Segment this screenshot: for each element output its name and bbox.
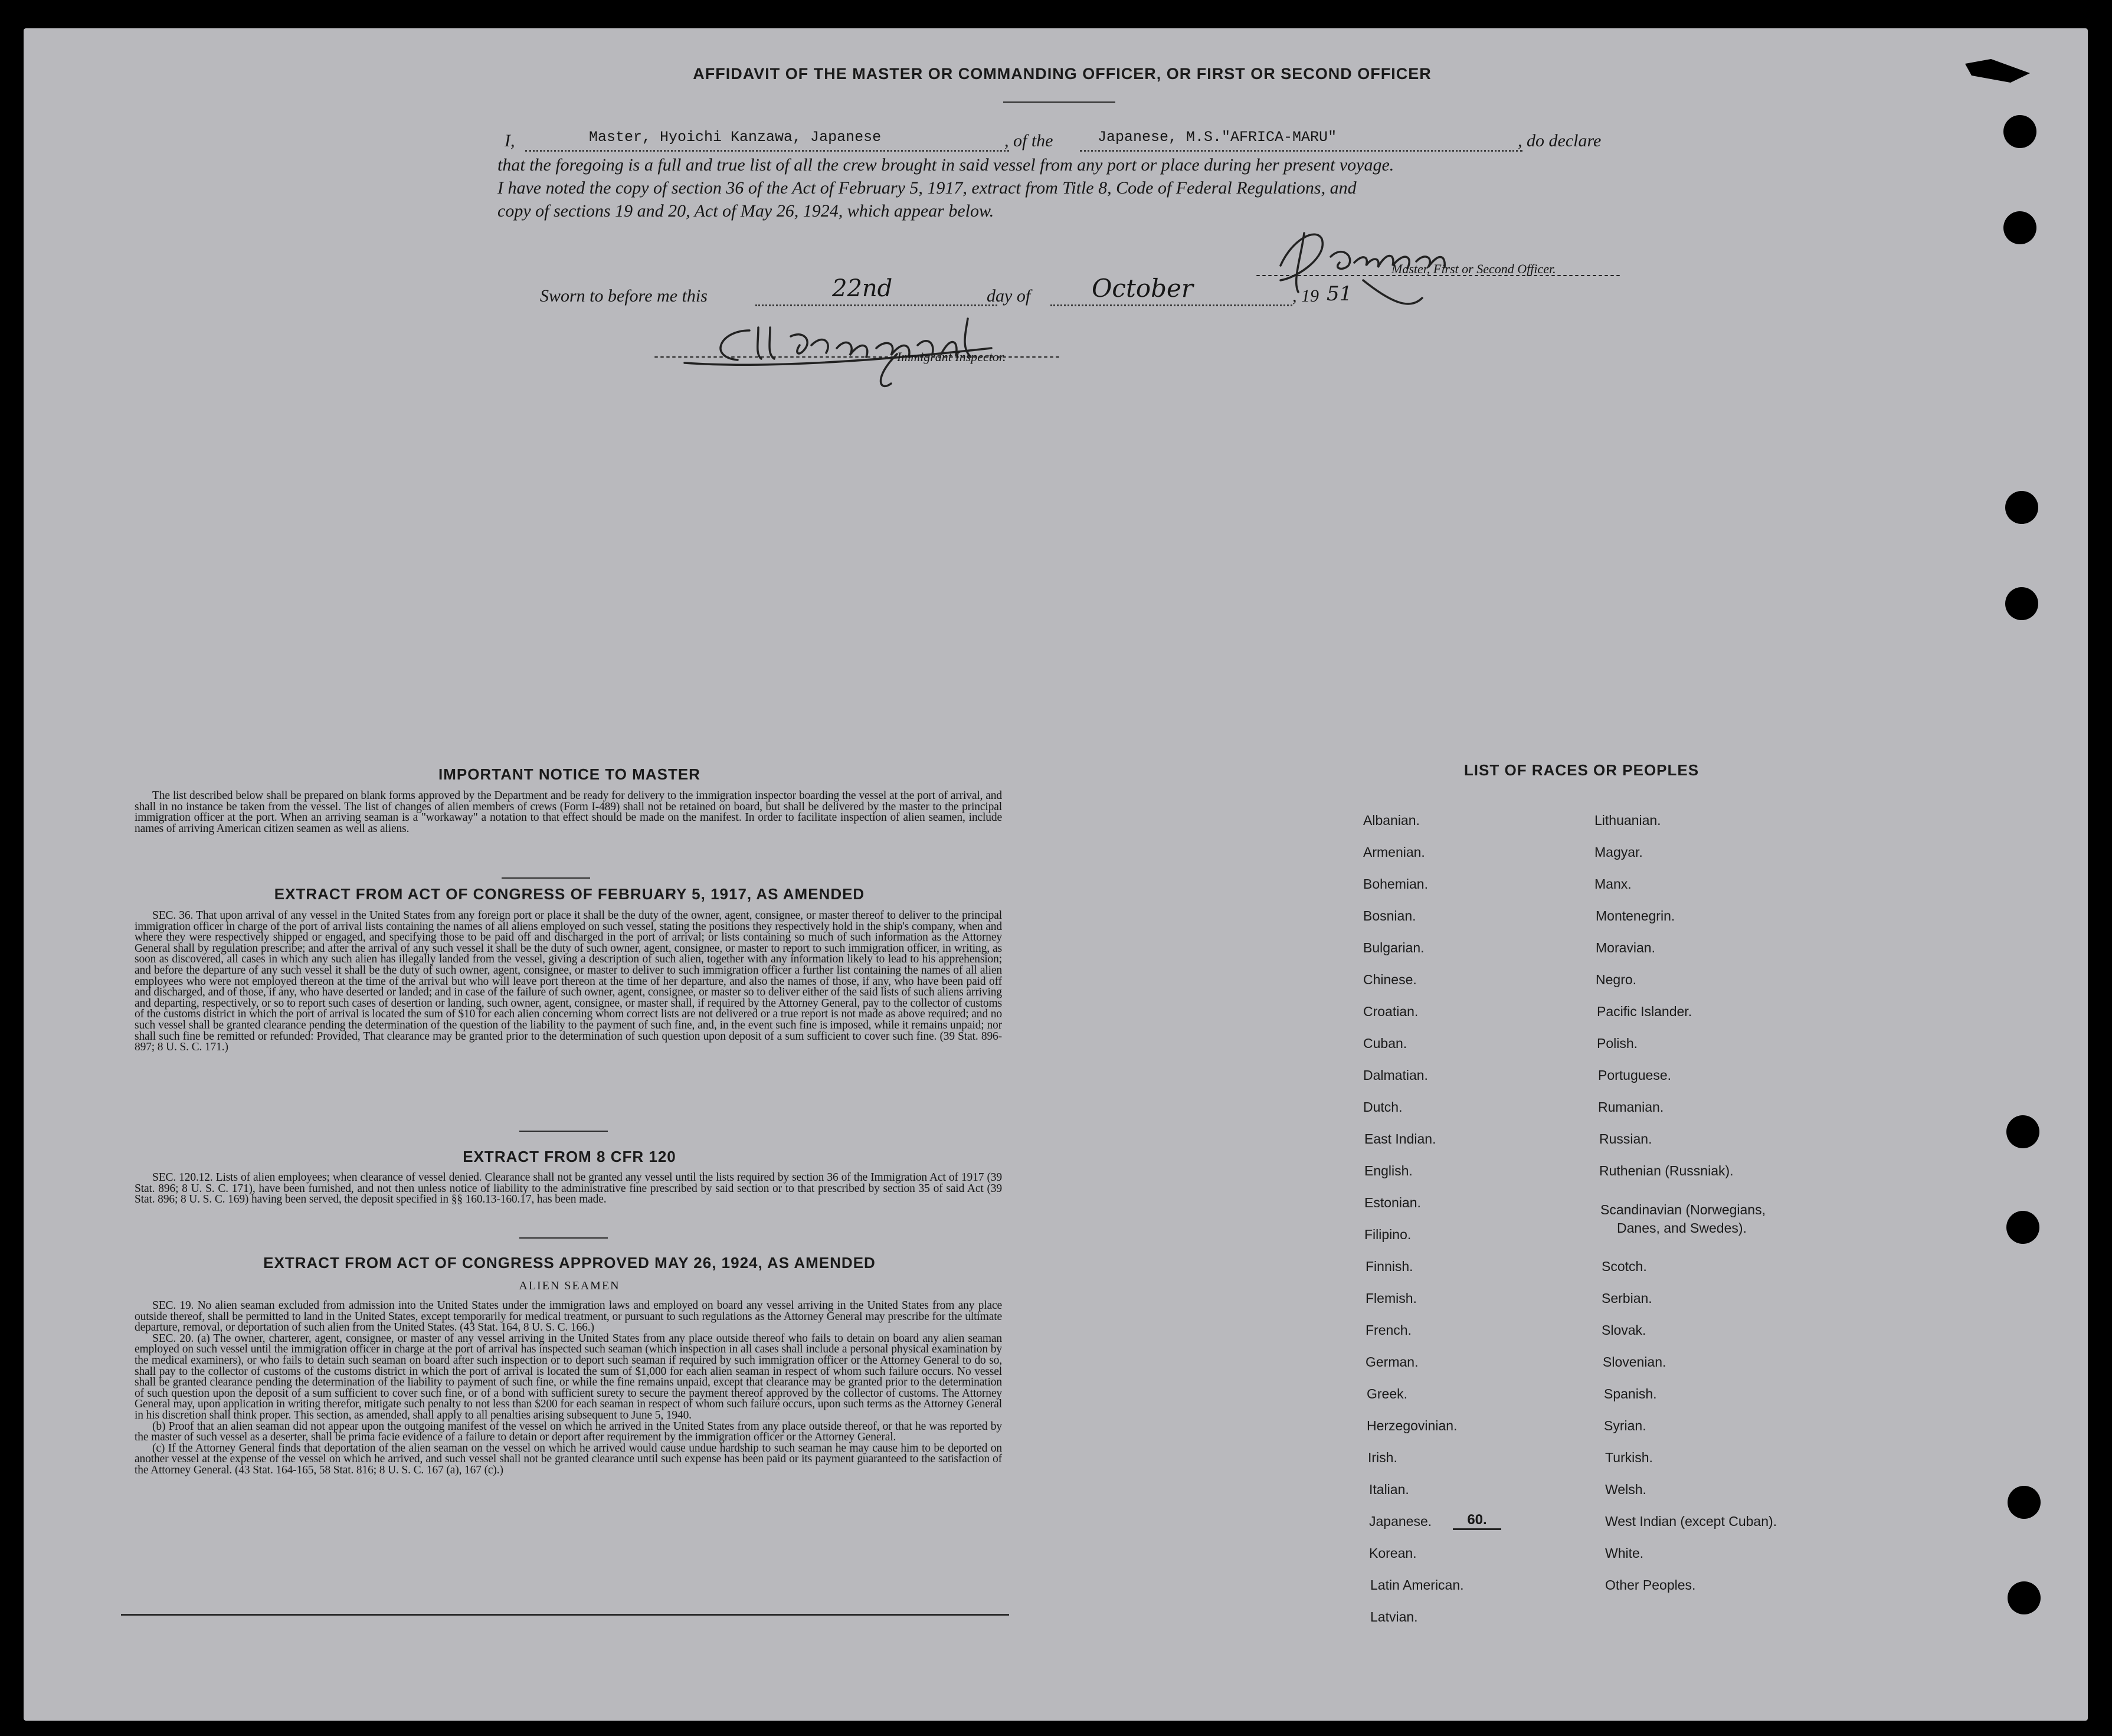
race-right-item: Welsh.: [1605, 1482, 1646, 1497]
sec-20a-text: SEC. 20. (a) The owner, charterer, agent, consignee, or master of any vessel arriving in the United States from any place outside thereof who fails to detain on board any alien seaman employed on such vessel until the immigration officer in charge at the port of arrival has inspected such seaman (which inspection in all cases shall include a personal physical examination by the medical examiners), or who fails to detain such seaman on board after such inspection or to deport such seaman if required by such immigration officer or the Attorney General to do so, shall pay to the collector of customs of the customs district in which the port of arrival is located the sum of $1,000 for each alien seaman in respect of whom such failure occurs. No vessel shall be granted clearance pending the determination of the liability to payment of such fine, or while the fine remains unpaid, except that clearance may be granted prior to the determination of such question upon the deposit of a sum sufficient to cover such fine, or of a bond with sufficient surety to secure the payment thereof approved by the collector of customs. The Attorney General may, upon application in writing therefor, mitigate such penalty to not less than $200 for each seaman in respect of whom such failure occurs, upon such terms as the Attorney General in his discretion shall think proper. This section, as amended, shall apply to all penalties arising subsequent to June 5, 1940.: [135, 1332, 1002, 1421]
race-right-item: White.: [1605, 1545, 1644, 1561]
race-right-item: Serbian.: [1602, 1290, 1652, 1306]
race-right-item: Ruthenian (Russniak).: [1599, 1163, 1734, 1178]
extract-1917-title: EXTRACT FROM ACT OF CONGRESS OF FEBRUARY 5, 1917, AS AMENDED: [274, 885, 865, 903]
of-the-label: , of the: [1004, 131, 1053, 150]
race-right-item: Moravian.: [1596, 940, 1655, 955]
divider: [519, 1237, 608, 1239]
day-of-label: day of: [987, 286, 1031, 306]
divider: [502, 877, 590, 879]
race-left-item: French.: [1366, 1322, 1412, 1338]
race-right-item: Syrian.: [1604, 1418, 1646, 1433]
sec-20b-text: (b) Proof that an alien seaman did not appear upon the outgoing manifest of the vessel on which he arrived in the United States from any place outside thereof, or that he was reported by the master of such vessel as a deserter, shall be prima facie evidence of a failure to detain or deport after requirement by the immigration officer or the Attorney General.: [135, 1420, 1002, 1444]
affidavit-line-4: copy of sections 19 and 20, Act of May 26, 1924, which appear below.: [497, 201, 994, 221]
race-left-item: Albanian.: [1363, 813, 1420, 828]
race-right-item: Montenegrin.: [1596, 908, 1675, 923]
punch-hole: [2006, 1211, 2039, 1244]
race-right-item: Russian.: [1599, 1131, 1652, 1147]
race-left-item: Chinese.: [1363, 972, 1417, 987]
inspector-signature: [649, 313, 1098, 395]
race-left-item: Cuban.: [1363, 1036, 1407, 1051]
punch-hole: [2005, 587, 2038, 620]
master-name-field: [525, 129, 1009, 152]
divider: [1003, 101, 1115, 103]
sec-19-text: SEC. 19. No alien seaman excluded from admission into the United States under the immigration laws and employed on board any vessel arriving in the United States from any place outside thereof, shall be permitted to land in the United States, except temporarily for medical treatment, or pursuant to such regulations as the Attorney General may prescribe for the ultimate departure, removal, or deportation of such alien from the United States. (43 Stat. 164, 8 U. S. C. 166.): [135, 1299, 1002, 1334]
extract-1924-title: EXTRACT FROM ACT OF CONGRESS APPROVED MAY 26, 1924, AS AMENDED: [263, 1254, 876, 1272]
race-right-item: Danes, and Swedes).: [1617, 1220, 1747, 1236]
affidavit-line-3: I have noted the copy of section 36 of the Act of February 5, 1917, extract from Title 8, Code of Federal Regulations, and: [497, 178, 1357, 198]
race-left-item: Latvian.: [1370, 1609, 1418, 1624]
race-left-item: Latin American.: [1370, 1577, 1464, 1593]
affidavit-title: AFFIDAVIT OF THE MASTER OR COMMANDING OFFICER, OR FIRST OR SECOND OFFICER: [693, 65, 1432, 83]
race-left-item: Estonian.: [1364, 1195, 1421, 1210]
race-left-item: Bosnian.: [1363, 908, 1416, 923]
race-left-item: Croatian.: [1363, 1004, 1419, 1019]
master-name-value: Master, Hyoichi Kanzawa, Japanese: [589, 129, 882, 146]
extract-1924-text: [135, 1301, 1002, 1476]
notice-title: IMPORTANT NOTICE TO MASTER: [438, 765, 700, 783]
race-right-item: Spanish.: [1604, 1386, 1657, 1401]
race-left-item: Filipino.: [1364, 1227, 1412, 1242]
sworn-label: Sworn to before me this: [540, 286, 708, 306]
race-left-item: Korean.: [1369, 1545, 1417, 1561]
punch-hole: [2005, 491, 2038, 524]
race-right-item: Negro.: [1596, 972, 1637, 987]
inspector-label: Immigrant Inspector.: [897, 349, 1006, 364]
extract-cfr-title: EXTRACT FROM 8 CFR 120: [463, 1148, 676, 1165]
race-right-item: Scandinavian (Norwegians,: [1600, 1202, 1766, 1217]
vessel-value: Japanese, M.S."AFRICA-MARU": [1098, 129, 1337, 146]
race-right-item: West Indian (except Cuban).: [1605, 1514, 1777, 1529]
race-right-item: Pacific Islander.: [1597, 1004, 1692, 1019]
notice-text: The list described below shall be prepared on blank forms approved by the Department and be ready for delivery to the immigration inspector boarding the vessel at the port of arrival, and shall in no instance be taken from the vessel. The list of changes of alien members of crews (Form I-489) shall not be retained on board, but shall be delivered by the master to the principal immigration officer at the port. When an arriving seaman is a "workaway" a notation to that effect should be made on the manifest. In order to facilitate inspection of alien seamen, include names of arriving American citizen seamen as well as aliens.: [135, 790, 1002, 835]
sec-20c-text: (c) If the Attorney General finds that deportation of the alien seaman on the vessel on which he arrived would cause undue hardship to such seaman he may cause him to be deported on another vessel at the expense of the vessel on which he arrived, and such vessel shall not be granted clearance until such expense has been paid or its payment guaranteed to the satisfaction of the Attorney General. (43 Stat. 164-165, 58 Stat. 816; 8 U. S. C. 167 (a), 167 (c).): [135, 1442, 1002, 1476]
affidavit-i-label: I,: [505, 131, 515, 150]
race-right-item: Other Peoples.: [1605, 1577, 1696, 1593]
race-right-item: Rumanian.: [1598, 1099, 1664, 1115]
race-left-item: Finnish.: [1366, 1259, 1413, 1274]
extract-1917-text: SEC. 36. That upon arrival of any vessel in the United States from any foreign port or place it shall be the duty of the owner, agent, consignee, or master thereof to deliver to the principal immigration officer in charge of the port of arrival lists containing the names of all aliens employed on such vessel, stating the positions they respectively hold in the ship's company, when and where they were respectively shipped or engaged, and specifying those to be paid off and discharged in the port of arrival; or lists containing so much of such information as the Attorney General shall by regulation prescribe; and after the arrival of any such vessel it shall be the duty of such owner, agent, consignee, or master to report to such immigration officer, in writing, as soon as discovered, all cases in which any such alien has illegally landed from the vessel, giving a description of such alien, together with any information likely to lead to his apprehension; and before the departure of any such vessel it shall be the duty of such owner, agent, consignee, or master to deliver to such immigration officer a further list containing the names of all alien employees who were not employed thereon at the time of the arrival but who will leave port thereon at the time of her departure, and also the names of those, if any, who have been paid off and discharged, and of those, if any, who have deserted or landed; and in case of the failure of such owner, agent, consignee, or master so to deliver either of the said lists of such aliens arriving and departing, respectively, or so to report such cases of desertion or landing, such owner, agent, consignee, or master shall, if required by the Attorney General, pay to the collector of customs of the customs district in which the port of arrival is located the sum of $10 for each alien concerning whom correct lists are not delivered or a true report is not made as above required; and no such vessel shall be granted clearance pending the determination of the question of the liability to the payment of such fine, and, in the event such fine is imposed, while it remains unpaid; nor shall such fine be remitted or refunded: Provided, That clearance may be granted prior to the determination of such question upon deposit of a sum sufficient to cover such fine. (39 Stat. 896-897; 8 U. S. C. 171.): [135, 909, 1002, 1054]
declare-label: , do declare: [1518, 131, 1602, 150]
sworn-month-value: October: [1092, 274, 1193, 303]
race-left-item: Flemish.: [1366, 1290, 1417, 1306]
race-right-item: Magyar.: [1594, 844, 1643, 860]
extract-cfr-text: SEC. 120.12. Lists of alien employees; when clearance of vessel denied. Clearance shall not be granted any vessel until the lists required by section 36 of the Immigration Act of 1917 (39 Stat. 896; 8 U. S. C. 171), have been furnished, and not then unless notice of liability to the administrative fine prescribed by said section or to that prescribed by section 35 of said Act (39 Stat. 896; 8 U. S. C. 169) having been served, the deposit specified in §§ 160.13-160.17, has been made.: [135, 1171, 1002, 1206]
race-right-item: Polish.: [1597, 1036, 1638, 1051]
race-left-item: Armenian.: [1363, 844, 1425, 860]
race-left-item: Japanese.: [1369, 1514, 1432, 1529]
race-left-item: Dalmatian.: [1363, 1067, 1428, 1083]
extract-1924-subtitle: ALIEN SEAMEN: [519, 1279, 620, 1292]
punch-hole: [2008, 1581, 2041, 1614]
race-right-item: Manx.: [1594, 876, 1632, 892]
race-left-item: East Indian.: [1364, 1131, 1436, 1147]
sworn-year-value: 51: [1327, 282, 1353, 306]
punch-hole: [2008, 1486, 2041, 1519]
race-right-item: Scotch.: [1602, 1259, 1647, 1274]
race-left-item: Bulgarian.: [1363, 940, 1425, 955]
divider: [519, 1131, 608, 1132]
year-prefix: , 19: [1292, 286, 1319, 306]
race-left-item: English.: [1364, 1163, 1413, 1178]
race-left-item: German.: [1366, 1354, 1419, 1370]
punch-hole: [2006, 1115, 2039, 1148]
punch-hole: [2003, 115, 2036, 148]
races-title: LIST OF RACES OR PEOPLES: [1463, 761, 1700, 779]
race-right-item: Turkish.: [1605, 1450, 1653, 1465]
affidavit-line-2: that the foregoing is a full and true list of all the crew brought in said vessel from any port or place during her present voyage.: [497, 155, 1394, 175]
vessel-field: [1080, 129, 1522, 152]
race-left-item: Irish.: [1368, 1450, 1397, 1465]
japanese-count-field: [1453, 1512, 1501, 1530]
race-right-item: Slovak.: [1602, 1322, 1646, 1338]
race-left-item: Bohemian.: [1363, 876, 1428, 892]
sworn-day-field: [755, 275, 997, 306]
japanese-count-value: 60.: [1467, 1512, 1487, 1528]
bottom-rule: [121, 1614, 1009, 1616]
sworn-day-value: 22nd: [832, 275, 893, 302]
race-left-item: Dutch.: [1363, 1099, 1403, 1115]
race-left-item: Greek.: [1367, 1386, 1408, 1401]
race-left-item: Herzegovinian.: [1367, 1418, 1458, 1433]
race-right-item: Slovenian.: [1603, 1354, 1666, 1370]
master-signature-label: Master, First or Second Officer.: [1391, 261, 1556, 276]
race-right-item: Lithuanian.: [1594, 813, 1661, 828]
race-right-item: Portuguese.: [1598, 1067, 1672, 1083]
race-left-item: Italian.: [1369, 1482, 1409, 1497]
punch-hole: [2003, 211, 2036, 244]
sworn-month-field: [1050, 274, 1292, 306]
